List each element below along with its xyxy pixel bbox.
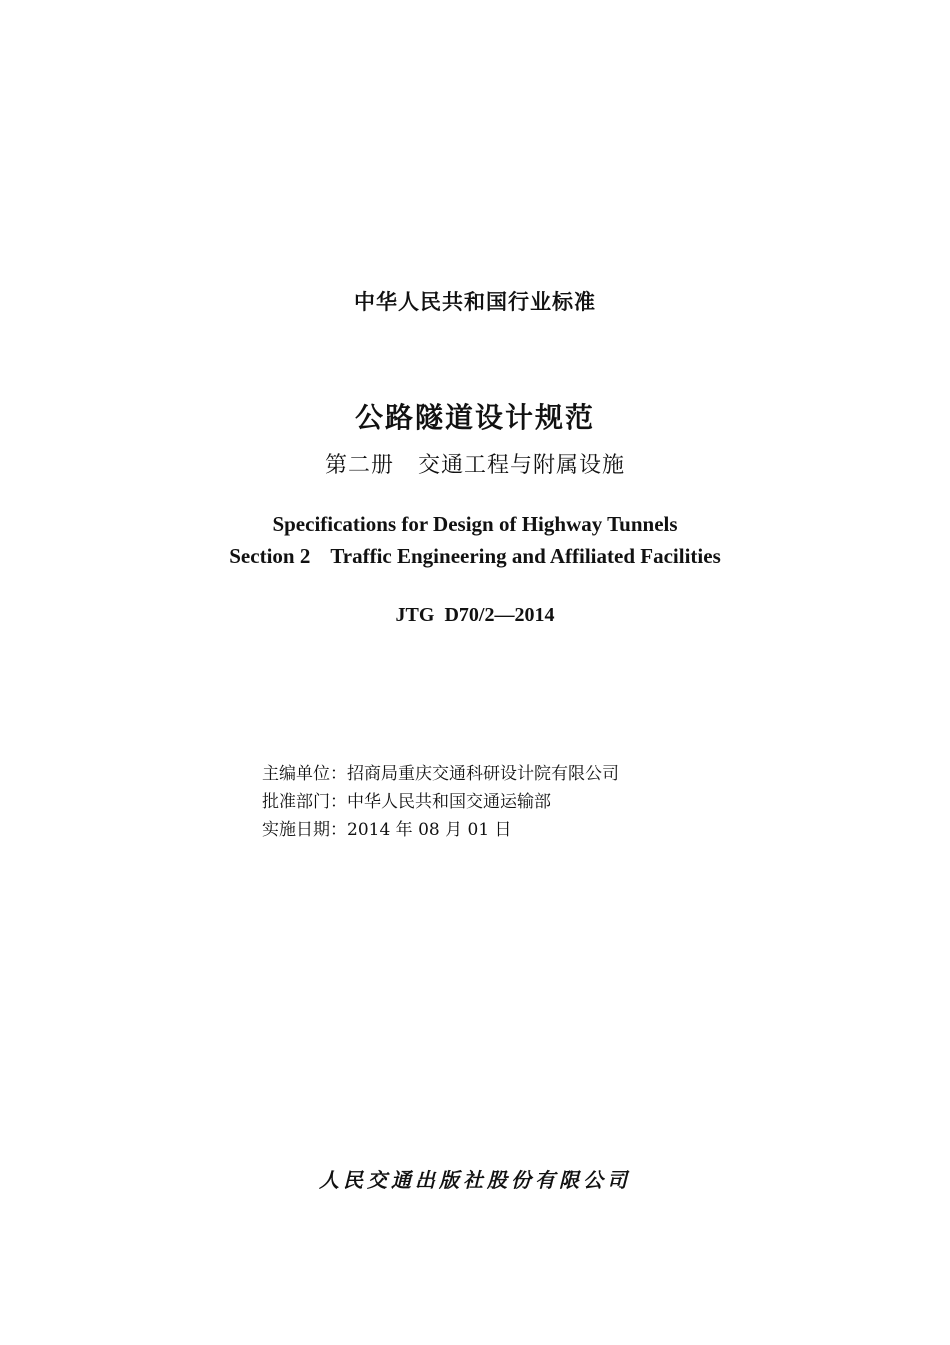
- title-english: [0, 508, 950, 572]
- section-name: Traffic Engineering and Affiliated Facilities: [330, 544, 721, 568]
- title-chinese: 公路隧道设计规范: [354, 401, 595, 434]
- volume-name: 交通工程与附属设施: [418, 453, 626, 478]
- publisher-name: 人民交通出版社股份有限公司: [319, 1168, 631, 1192]
- date-label: 实施日期：: [262, 820, 347, 840]
- title-english-line1: Specifications for Design of Highway Tunnels: [272, 512, 678, 536]
- title-english-line2: [0, 540, 950, 572]
- approver-value: 中华人民共和国交通运输部: [347, 792, 551, 812]
- standard-type: 中华人民共和国行业标准: [354, 290, 596, 314]
- approver-label: 批准部门：: [262, 792, 347, 812]
- approver-row: [262, 788, 619, 816]
- editor-row: [262, 760, 619, 788]
- date-row: [262, 816, 619, 844]
- info-block: [262, 760, 619, 844]
- volume-label: 第二册: [324, 453, 394, 478]
- standard-code: JTG D70/2—2014: [395, 604, 555, 626]
- date-value: 2014 年 08 月 01 日: [347, 820, 512, 840]
- subtitle-chinese: [0, 448, 950, 479]
- editor-value: 招商局重庆交通科研设计院有限公司: [347, 764, 619, 784]
- section-label: Section 2: [229, 544, 311, 568]
- editor-label: 主编单位：: [262, 764, 347, 784]
